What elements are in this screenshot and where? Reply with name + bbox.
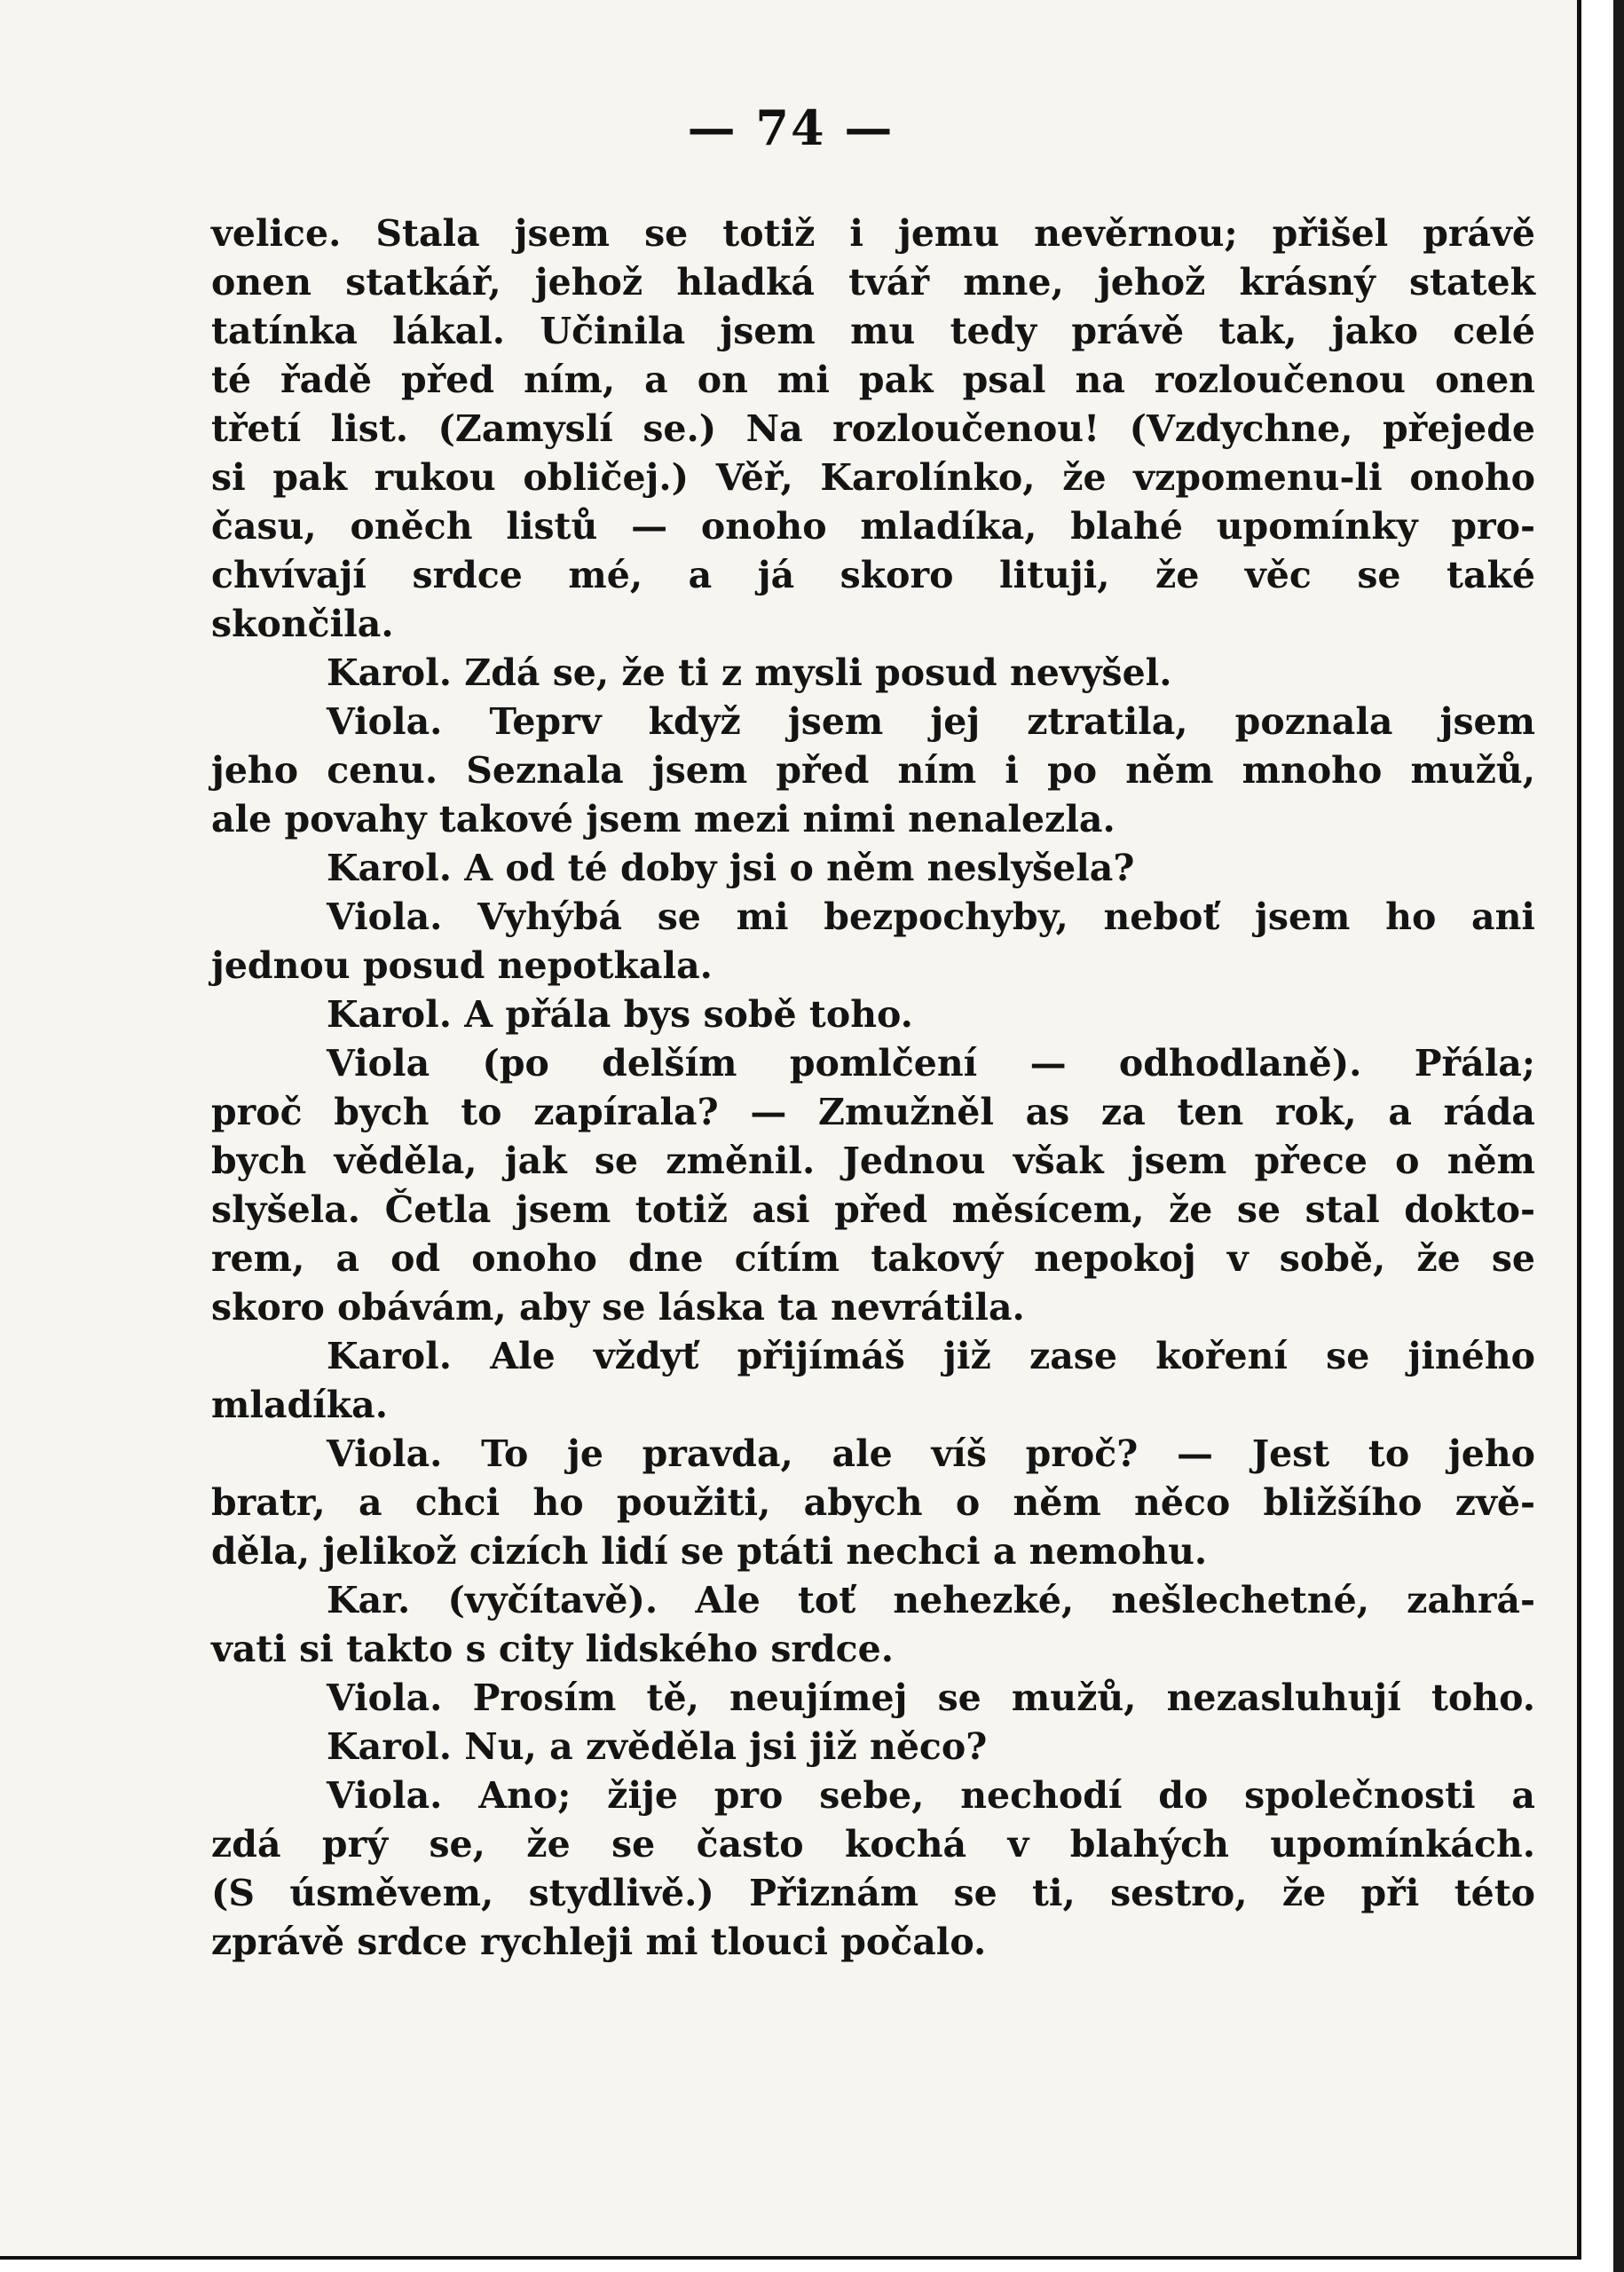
text-line: si pak rukou obličej.) Věř, Karolínko, že vzpomenu-li onoho bbox=[211, 456, 1535, 499]
text-line: děla, jelikož cizích lidí se ptáti nechci a nemohu. bbox=[211, 1530, 1208, 1573]
text-line: slyšela. Četla jsem totiž asi před měsícem, že se stal dokto- bbox=[211, 1188, 1535, 1231]
dialogue-line: Viola. To je pravda, ale víš proč? — Jest to jeho bbox=[327, 1432, 1535, 1475]
text-line: jeho cenu. Seznala jsem před ním i po něm mnoho mužů, bbox=[211, 749, 1535, 792]
text-line: proč bych to zapírala? — Zmužněl as za ten rok, a ráda bbox=[211, 1091, 1535, 1133]
page-number: — 74 — bbox=[687, 99, 895, 156]
text-line: rem, a od onoho dne cítím takový nepokoj v sobě, že se bbox=[211, 1237, 1535, 1280]
scan-edge-bar bbox=[1613, 0, 1624, 2272]
dialogue-line: Viola. Vyhýbá se mi bezpochyby, neboť jsem ho ani bbox=[327, 895, 1535, 938]
text-line: ale povahy takové jsem mezi nimi nenalezla. bbox=[211, 798, 1116, 840]
text-line: času, oněch listů — onoho mladíka, blahé upomínky pro- bbox=[211, 505, 1535, 548]
dialogue-line: Karol. A od té doby jsi o něm neslyšela? bbox=[327, 847, 1135, 889]
dialogue-line: Karol. Nu, a zvěděla jsi již něco? bbox=[327, 1725, 988, 1768]
text-line: jednou posud nepotkala. bbox=[211, 944, 713, 987]
text-line: třetí list. (Zamyslí se.) Na rozloučenou! (Vzdychne, přejede bbox=[211, 407, 1535, 450]
text-line: zdá prý se, že se často kochá v blahých upomínkách. bbox=[211, 1823, 1535, 1866]
text-line: tatínka lákal. Učinila jsem mu tedy právě tak, jako celé bbox=[211, 310, 1535, 352]
text-line: bych věděla, jak se změnil. Jednou však jsem přece o něm bbox=[211, 1140, 1535, 1182]
text-line: (S úsměvem, stydlivě.) Přiznám se ti, sestro, že při této bbox=[211, 1872, 1535, 1914]
text-line: té řadě před ním, a on mi pak psal na rozloučenou onen bbox=[211, 359, 1535, 401]
dialogue-line: Karol. Ale vždyť přijímáš již zase koření se jiného bbox=[327, 1335, 1535, 1377]
page-body bbox=[211, 209, 1535, 1967]
text-line: velice. Stala jsem se totiž i jemu nevěrnou; přišel právě bbox=[211, 212, 1535, 255]
text-line: skončila. bbox=[211, 603, 394, 645]
scan-edge bbox=[1589, 0, 1624, 2272]
dialogue-line: Viola. Prosím tě, neujímej se mužů, nezasluhují toho. bbox=[327, 1676, 1535, 1719]
dialogue-line: Viola (po delším pomlčení — odhodlaně). Přála; bbox=[327, 1042, 1535, 1085]
text-line: mladíka. bbox=[211, 1384, 389, 1426]
dialogue-line: Karol. A přála bys sobě toho. bbox=[327, 993, 913, 1036]
text-line: vati si takto s city lidského srdce. bbox=[211, 1628, 895, 1670]
text-line: zprávě srdce rychleji mi tlouci počalo. bbox=[211, 1921, 987, 1963]
dialogue-line: Kar. (vyčítavě). Ale toť nehezké, nešlechetné, zahrá- bbox=[327, 1579, 1535, 1621]
dialogue-line: Karol. Zdá se, že ti z mysli posud nevyšel. bbox=[327, 651, 1172, 694]
text-line: bratr, a chci ho použiti, abych o něm něco bližšího zvě- bbox=[211, 1481, 1535, 1524]
text-line: chvívají srdce mé, a já skoro lituji, že věc se také bbox=[211, 554, 1535, 596]
text-line: skoro obávám, aby se láska ta nevrátila. bbox=[211, 1286, 1025, 1329]
text-line: onen statkář, jehož hladká tvář mne, jehož krásný statek bbox=[211, 261, 1535, 304]
dialogue-line: Viola. Ano; žije pro sebe, nechodí do společnosti a bbox=[327, 1774, 1535, 1817]
dialogue-line: Viola. Teprv když jsem jej ztratila, poznala jsem bbox=[327, 700, 1535, 743]
